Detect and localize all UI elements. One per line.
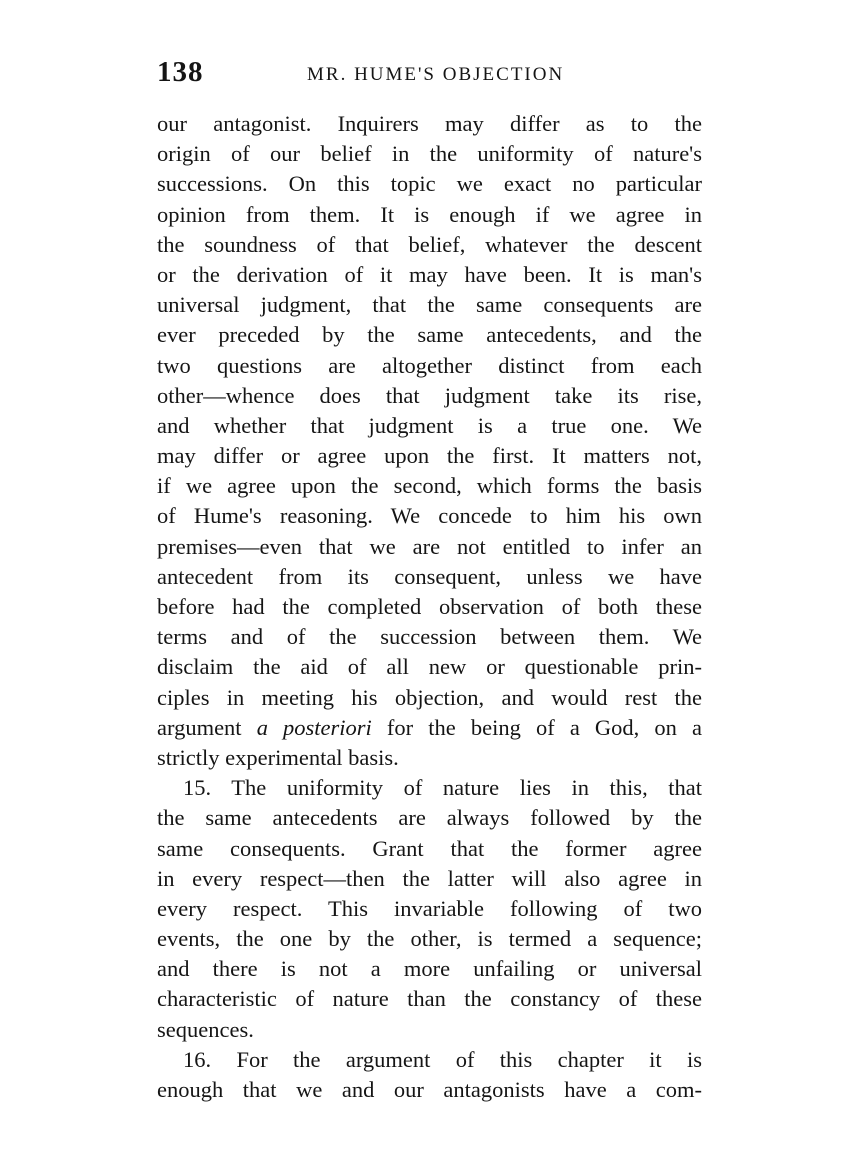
text-line: the soundness of that belief, whatever the descent [157, 231, 702, 257]
paragraph-end-line: sequences. [157, 1016, 254, 1042]
text-line: characteristic of nature than the constancy of these [157, 986, 702, 1012]
text-line: origin of our belief in the uniformity of nature's [157, 141, 702, 167]
italic-phrase: a posteriori [256, 714, 372, 740]
section-16-start: 16. For the argument of this chapter it is [183, 1046, 702, 1072]
section-15-start: 15. The uniformity of nature lies in this, that [183, 775, 702, 801]
text-line: our antagonist. Inquirers may differ as to the [157, 111, 702, 136]
text-line: or the derivation of it may have been. It is man's [157, 261, 702, 287]
text-line: opinion from them. It is enough if we agree in [157, 201, 702, 227]
text-line: disclaim the aid of all new or questionable prin- [157, 654, 702, 680]
text-line: every respect. This invariable following of two [157, 895, 702, 921]
text-line: and whether that judgment is a true one. We [157, 412, 702, 438]
text-line: two questions are altogether distinct from each [157, 352, 702, 378]
text-line: in every respect—then the latter will also agree in [157, 865, 702, 891]
text-line: other—whence does that judgment take its rise, [157, 382, 702, 408]
paragraph-end-line: strictly experimental basis. [157, 744, 399, 770]
text-line: may differ or agree upon the first. It matters not, [157, 443, 702, 469]
running-head [157, 56, 702, 96]
text-line: enough that we and our antagonists have a com- [157, 1077, 702, 1102]
text-line: terms and of the succession between them. We [157, 624, 702, 650]
text-line: successions. On this topic we exact no particular [157, 171, 702, 197]
text-line: if we agree upon the second, which forms the basis [157, 473, 702, 499]
running-title: MR. HUME'S OBJECTION [307, 64, 565, 85]
text-line: events, the one by the other, is termed a sequence; [157, 926, 702, 952]
text-line: before had the completed observation of both these [157, 594, 702, 619]
text-line: premises—even that we are not entitled to infer an [157, 533, 702, 559]
text-line: and there is not a more unfailing or universal [157, 956, 702, 982]
text-line: same consequents. Grant that the former agree [157, 835, 702, 861]
text-line: ever preceded by the same antecedents, and the [157, 322, 702, 348]
text-segment: for the being of a God, on a [371, 714, 703, 740]
text-line: ciples in meeting his objection, and would rest the [157, 684, 702, 710]
text-line: antecedent from its consequent, unless we have [157, 563, 702, 589]
text-line: of Hume's reasoning. We concede to him his own [157, 503, 702, 529]
text-line: the same antecedents are always followed by the [157, 805, 702, 831]
page-number: 138 [157, 56, 204, 88]
body-text [157, 109, 702, 1105]
text-segment: argument [157, 714, 257, 740]
text-line: universal judgment, that the same consequents are [157, 292, 702, 318]
text-line-with-italic [157, 713, 702, 743]
